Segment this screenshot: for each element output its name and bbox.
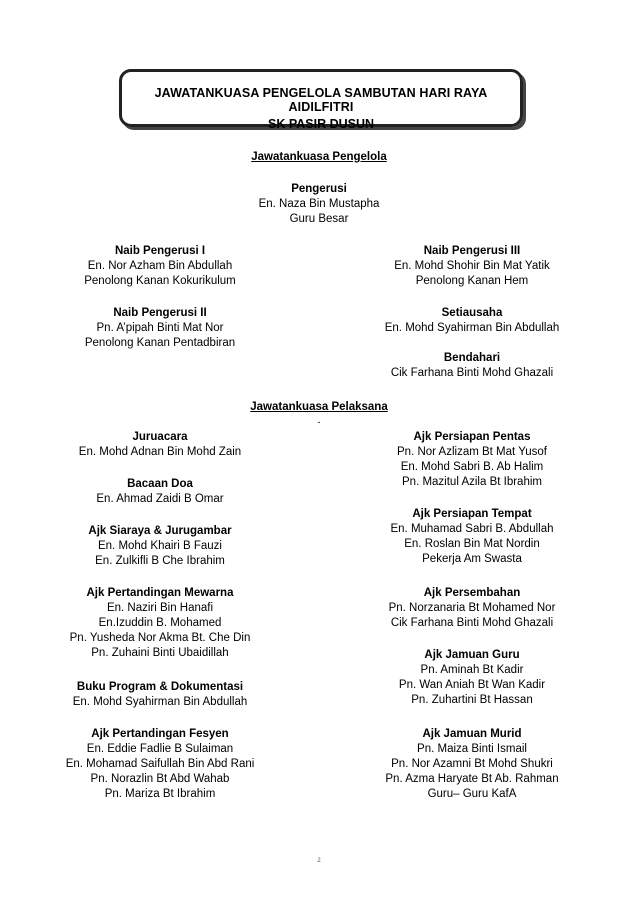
committee-member: Pekerja Am Swasta bbox=[422, 553, 522, 565]
committee-member: Pn. Nor Azlizam Bt Mat Yusof bbox=[397, 446, 547, 458]
committee-member: En. Zulkifli B Che Ibrahim bbox=[95, 555, 225, 567]
committee-member: En. Eddie Fadlie B Sulaiman bbox=[86, 743, 234, 755]
title-box bbox=[119, 69, 523, 131]
naib1-name: En. Nor Azham Bin Abdullah bbox=[87, 260, 233, 272]
committee-member: Guru– Guru KafA bbox=[427, 788, 517, 800]
committee-member: Pn. Norazlin Bt Abd Wahab bbox=[90, 773, 230, 785]
naib3-name: En. Mohd Shohir Bin Mat Yatik bbox=[394, 260, 550, 272]
committee-title: Buku Program & Dokumentasi bbox=[76, 681, 244, 693]
committee-title: Ajk Jamuan Guru bbox=[424, 649, 520, 661]
committee-member: Pn. Maiza Binti Ismail bbox=[417, 743, 527, 755]
committee-member: Pn. Zuhartini Bt Hassan bbox=[411, 694, 533, 706]
pelaksana-dash: - bbox=[317, 417, 321, 427]
bendahari-title: Bendahari bbox=[443, 352, 501, 364]
pengerusi-role: Guru Besar bbox=[289, 213, 349, 225]
naib1-title: Naib Pengerusi I bbox=[114, 245, 206, 257]
committee-member: En. Ahmad Zaidi B Omar bbox=[96, 493, 224, 505]
committee-member: En. Mohd Syahirman Bin Abdullah bbox=[72, 696, 248, 708]
committee-member: En. Naziri Bin Hanafi bbox=[106, 602, 214, 614]
committee-member: En. Mohamad Saifullah Bin Abd Rani bbox=[65, 758, 255, 770]
committee-member: En.Izuddin B. Mohamed bbox=[98, 617, 222, 629]
setiausaha-title: Setiausaha bbox=[441, 307, 503, 319]
pengerusi-name: En. Naza Bin Mustapha bbox=[258, 198, 380, 210]
committee-title: Ajk Persiapan Pentas bbox=[413, 431, 531, 443]
page-number: 2 bbox=[317, 858, 321, 864]
committee-title: Juruacara bbox=[132, 431, 188, 443]
committee-member: En. Roslan Bin Mat Nordin bbox=[404, 538, 540, 550]
committee-member: En. Muhamad Sabri B. Abdullah bbox=[390, 523, 554, 535]
committee-member: Pn. Zuhaini Binti Ubaidillah bbox=[91, 647, 229, 659]
committee-title: Ajk Siaraya & Jurugambar bbox=[88, 525, 232, 537]
naib2-role: Penolong Kanan Pentadbiran bbox=[84, 337, 236, 349]
committee-title: Ajk Persiapan Tempat bbox=[412, 508, 532, 520]
committee-title: Ajk Jamuan Murid bbox=[422, 728, 522, 740]
committee-member: Pn. Yusheda Nor Akma Bt. Che Din bbox=[69, 632, 251, 644]
naib3-role: Penolong Kanan Hem bbox=[415, 275, 529, 287]
pengelola-heading: Jawatankuasa Pengelola bbox=[251, 151, 387, 163]
committee-member: Pn. Mazitul Azila Bt Ibrahim bbox=[402, 476, 542, 488]
title-line-2: SK PASIR DUSUN bbox=[267, 117, 375, 131]
pengerusi-title: Pengerusi bbox=[291, 183, 347, 195]
committee-title: Ajk Persembahan bbox=[423, 587, 521, 599]
committee-member: En. Mohd Adnan Bin Mohd Zain bbox=[78, 446, 242, 458]
setiausaha-name: En. Mohd Syahirman Bin Abdullah bbox=[384, 322, 560, 334]
committee-member: Pn. Norzanaria Bt Mohamed Nor bbox=[388, 602, 556, 614]
naib2-name: Pn. A’pipah Binti Mat Nor bbox=[96, 322, 224, 334]
naib2-title: Naib Pengerusi II bbox=[113, 307, 207, 319]
committee-member: Pn. Nor Azamni Bt Mohd Shukri bbox=[391, 758, 553, 770]
committee-member: Pn. Wan Aniah Bt Wan Kadir bbox=[398, 679, 546, 691]
committee-member: En. Mohd Sabri B. Ab Halim bbox=[400, 461, 544, 473]
naib1-role: Penolong Kanan Kokurikulum bbox=[84, 275, 236, 287]
committee-title: Ajk Pertandingan Fesyen bbox=[91, 728, 229, 740]
committee-member: En. Mohd Khairi B Fauzi bbox=[97, 540, 222, 552]
committee-title: Bacaan Doa bbox=[127, 478, 193, 490]
committee-member: Pn. Mariza Bt Ibrahim bbox=[104, 788, 216, 800]
committee-member: Pn. Azma Haryate Bt Ab. Rahman bbox=[385, 773, 559, 785]
naib3-title: Naib Pengerusi III bbox=[423, 245, 521, 257]
bendahari-name: Cik Farhana Binti Mohd Ghazali bbox=[390, 367, 554, 379]
committee-member: Cik Farhana Binti Mohd Ghazali bbox=[390, 617, 554, 629]
title-line-1: JAWATANKUASA PENGELOLA SAMBUTAN HARI RAYA AIDILFITRI bbox=[154, 86, 488, 114]
pelaksana-heading: Jawatankuasa Pelaksana bbox=[250, 401, 388, 413]
committee-title: Ajk Pertandingan Mewarna bbox=[86, 587, 234, 599]
committee-member: Pn. Aminah Bt Kadir bbox=[420, 664, 524, 676]
